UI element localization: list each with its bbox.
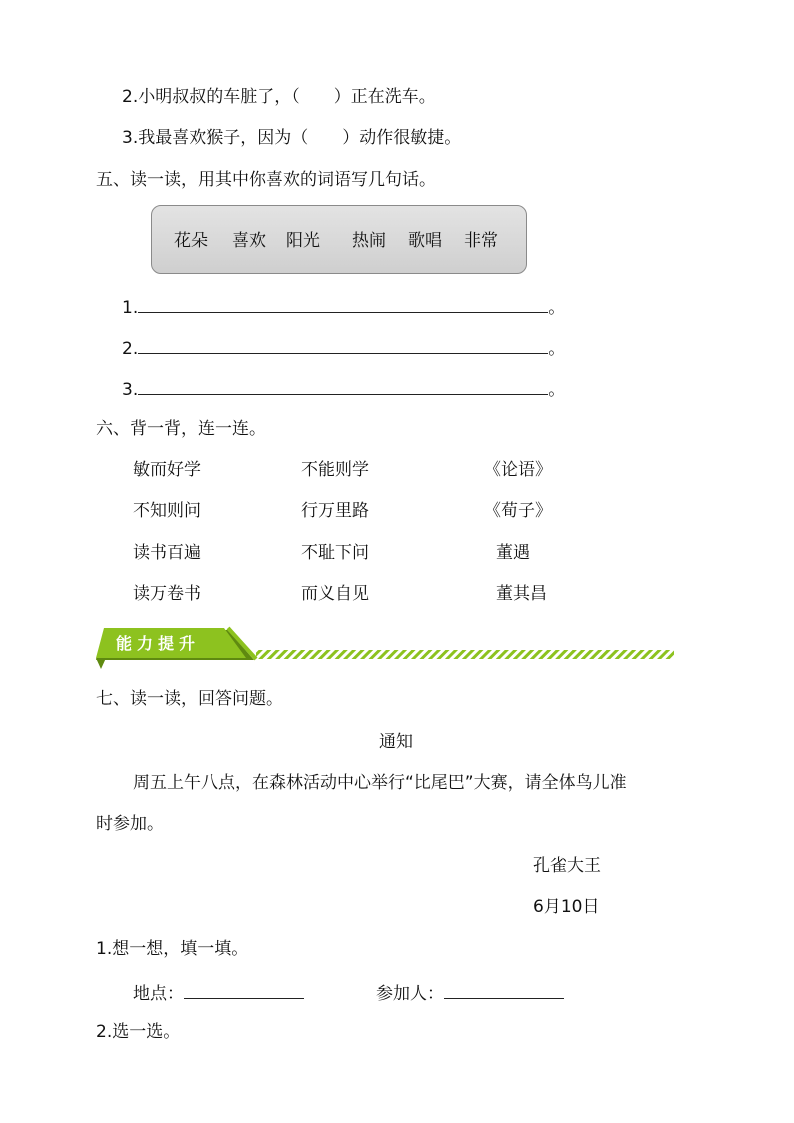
line-number: 1. (122, 298, 139, 318)
match-col1-item: 读万卷书 (133, 584, 201, 604)
match-col1-item: 读书百遍 (133, 543, 201, 563)
line-number: 2. (122, 339, 139, 359)
answer-blank[interactable] (138, 339, 548, 354)
line-end: 。 (548, 298, 566, 318)
match-col1-item: 不知则问 (133, 501, 201, 521)
banner-tab-fold (96, 658, 106, 669)
writing-line-1 (122, 298, 565, 317)
word-bank-item: 热闹 (352, 231, 386, 251)
notice-body-line2: 时参加。 (96, 814, 164, 834)
participant-label: 参加人： (376, 984, 444, 1004)
answer-blank[interactable] (138, 298, 548, 313)
question-4-3: 3.我最喜欢猴子，因为（ ）动作很敏捷。 (122, 128, 462, 148)
banner-hatch-stripe (256, 650, 674, 659)
participant-blank[interactable] (444, 984, 564, 999)
match-col2-item: 而义自见 (301, 584, 369, 604)
writing-line-2 (122, 339, 565, 358)
match-col2-item: 行万里路 (301, 501, 369, 521)
match-col2-item: 不耻下问 (301, 543, 369, 563)
answer-blank[interactable] (138, 380, 548, 395)
banner-label: 能力提升 (116, 634, 201, 653)
section-6-title: 六、背一背，连一连。 (96, 419, 266, 439)
section-5-title: 五、读一读，用其中你喜欢的词语写几句话。 (96, 170, 436, 190)
match-col3-item: 《荀子》 (484, 501, 552, 521)
notice-title: 通知 (379, 732, 413, 752)
writing-line-3 (122, 380, 565, 399)
line-number: 3. (122, 380, 139, 400)
notice-body-line1: 周五上午八点，在森林活动中心举行“比尾巴”大赛，请全体鸟儿准 (133, 773, 627, 793)
match-col3-item: 《论语》 (484, 460, 552, 480)
notice-signer: 孔雀大王 (533, 856, 601, 876)
match-col2-item: 不能则学 (301, 460, 369, 480)
notice-date: 6月10日 (533, 897, 600, 917)
question-7-2: 2.选一选。 (96, 1022, 181, 1042)
question-7-1: 1.想一想，填一填。 (96, 939, 249, 959)
line-end: 。 (548, 339, 566, 359)
word-bank-item: 非常 (464, 231, 498, 251)
match-col1-item: 敏而好学 (133, 460, 201, 480)
participant-field (376, 984, 564, 1003)
match-col3-item: 董遇 (496, 543, 530, 563)
word-bank-item: 喜欢 (232, 231, 266, 251)
line-end: 。 (548, 380, 566, 400)
word-bank-item: 花朵 (174, 231, 208, 251)
place-label: 地点： (133, 984, 184, 1004)
match-col3-item: 董其昌 (496, 584, 547, 604)
place-blank[interactable] (184, 984, 304, 999)
word-bank-item: 歌唱 (408, 231, 442, 251)
place-field (133, 984, 304, 1003)
word-bank-item: 阳光 (286, 231, 320, 251)
section-7-title: 七、读一读，回答问题。 (96, 689, 283, 709)
word-bank-box (151, 205, 527, 274)
question-4-2: 2.小明叔叔的车脏了，（ ）正在洗车。 (122, 87, 436, 107)
